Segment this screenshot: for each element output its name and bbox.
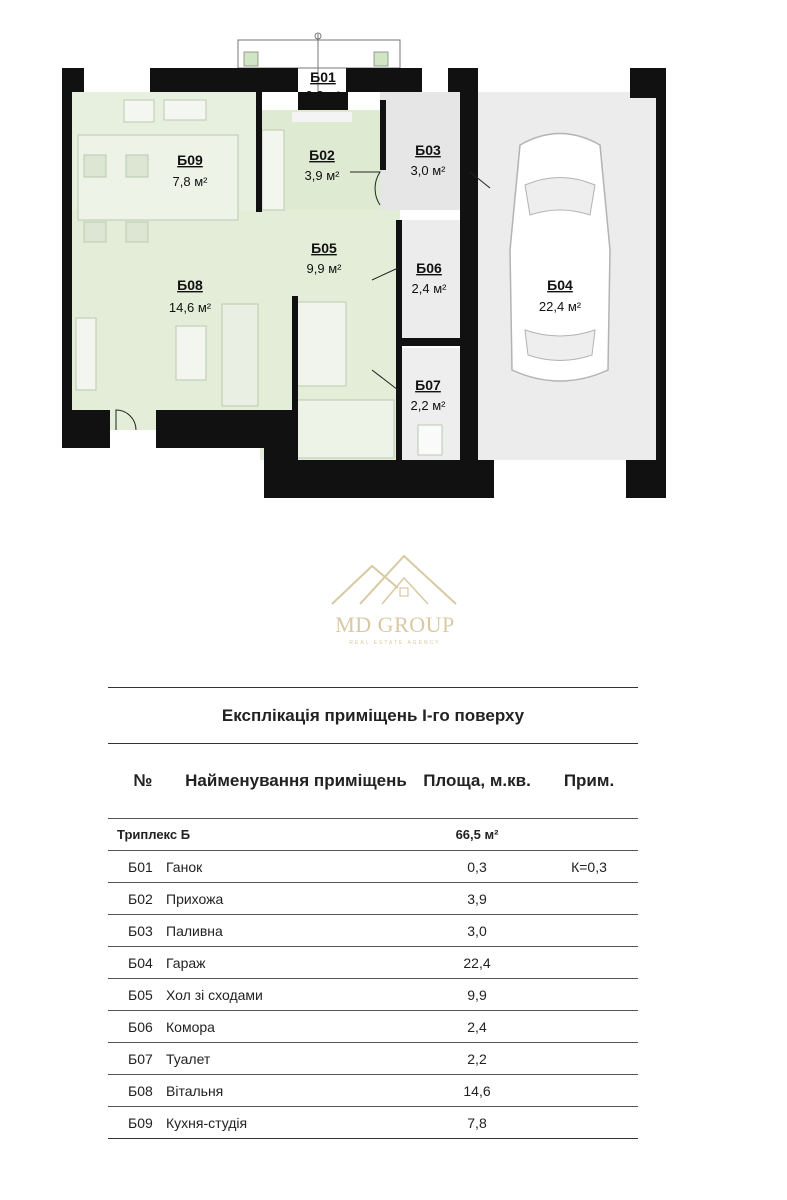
row-area: 9,9 <box>467 986 487 1003</box>
table-title: Експлікація приміщень І-го поверху <box>221 705 525 725</box>
row-area: 22,4 <box>463 954 491 971</box>
row-area: 3,0 <box>467 922 487 939</box>
row-code: Б05 <box>128 986 153 1003</box>
row-code: Б02 <box>128 890 153 907</box>
row-area: 0,3 <box>467 858 487 875</box>
row-name: Туалет <box>166 1050 211 1067</box>
table-row <box>108 1107 638 1138</box>
row-name: Прихожа <box>166 890 224 907</box>
row-name: Вітальня <box>166 1082 224 1099</box>
header-area: Площа, м.кв. <box>423 771 531 790</box>
room-code: Б02 <box>309 147 335 163</box>
row-name: Комора <box>166 1018 215 1035</box>
room-code: Б04 <box>547 277 573 293</box>
row-code: Б03 <box>128 922 153 939</box>
room-area: 14,6 м² <box>168 300 212 315</box>
header-number: № <box>133 771 153 790</box>
logo-tagline: REAL ESTATE AGENCY <box>349 640 441 646</box>
room-area: 9,9 м² <box>306 261 342 276</box>
room-code: Б05 <box>311 240 337 256</box>
room-area: 7,8 м² <box>172 174 208 189</box>
table-bottom-rule <box>108 1138 638 1139</box>
row-note: К=0,3 <box>571 858 607 875</box>
room-code: Б06 <box>416 260 442 276</box>
row-code: Б01 <box>128 858 153 875</box>
room-area: 22,4 м² <box>538 299 582 314</box>
room-area: 2,4 м² <box>411 281 447 296</box>
room-code: Б03 <box>415 142 441 158</box>
table-row <box>108 1043 638 1075</box>
explication-table <box>108 687 638 1139</box>
row-area: 7,8 <box>467 1114 487 1131</box>
table-row <box>108 947 638 979</box>
row-area: 14,6 <box>463 1082 491 1099</box>
row-code: Б04 <box>128 954 153 971</box>
header-name: Найменування приміщень <box>185 771 407 790</box>
room-area: 3,9 м² <box>304 168 340 183</box>
room-area: 3,0 м² <box>410 163 446 178</box>
room-code: Б09 <box>177 152 203 168</box>
row-name: Гараж <box>166 954 206 971</box>
room-area: 0,3 м² <box>305 88 341 103</box>
table-header <box>108 743 638 819</box>
logo-name: MD GROUP <box>335 612 455 637</box>
room-area: 2,2 м² <box>410 398 446 413</box>
row-name: Хол зі сходами <box>166 986 263 1003</box>
car-icon <box>510 134 610 382</box>
row-area: 3,9 <box>467 890 487 907</box>
row-area: 2,4 <box>467 1018 487 1035</box>
row-code: Б07 <box>128 1050 153 1067</box>
row-code: Б06 <box>128 1018 153 1035</box>
floor-plan <box>0 0 787 520</box>
table-row <box>108 883 638 915</box>
row-code: Б09 <box>128 1114 153 1131</box>
row-area: 2,2 <box>467 1050 487 1067</box>
group-area: 66,5 м² <box>455 827 499 842</box>
row-name: Кухня-студія <box>166 1114 248 1131</box>
table-row <box>108 979 638 1011</box>
group-name: Триплекс Б <box>117 827 191 842</box>
table-row <box>108 1011 638 1043</box>
room-code: Б01 <box>310 69 336 85</box>
table-row <box>108 915 638 947</box>
room-label-b01 <box>306 69 342 103</box>
row-code: Б08 <box>128 1082 153 1099</box>
table-row <box>108 851 638 883</box>
room-code: Б07 <box>415 377 441 393</box>
header-note: Прим. <box>563 771 615 790</box>
md-group-logo <box>320 548 470 653</box>
table-row <box>108 1075 638 1107</box>
table-group-row <box>108 819 638 851</box>
room-code: Б08 <box>177 277 203 293</box>
row-name: Паливна <box>166 922 223 939</box>
row-name: Ганок <box>166 858 203 875</box>
house-roof-icon <box>320 548 470 608</box>
